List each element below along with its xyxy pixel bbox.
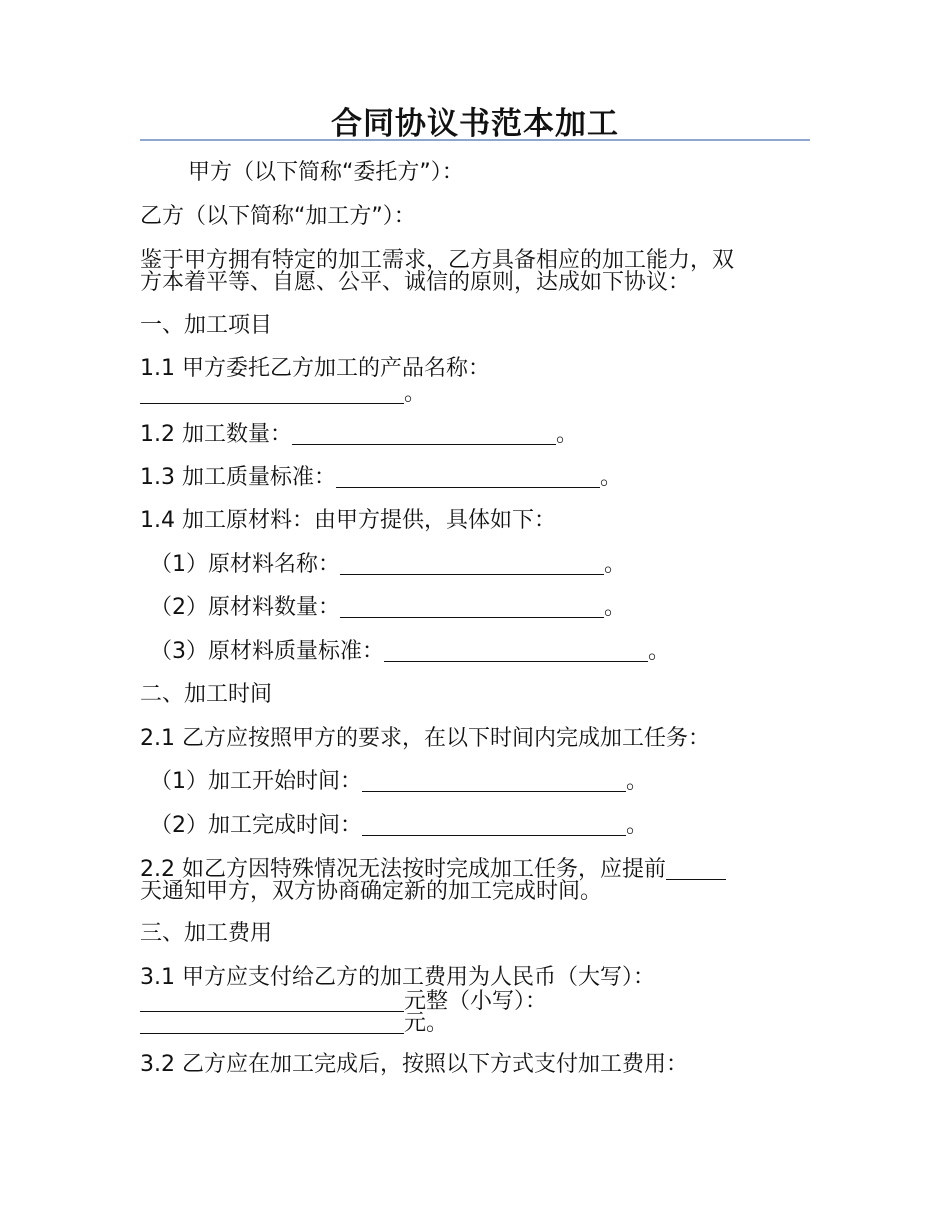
clause-1-1-blank-line: 。 xyxy=(140,381,426,407)
clause-1-4-2: （2）原材料数量： 。 xyxy=(150,595,627,620)
notice-days-blank[interactable] xyxy=(666,857,726,880)
preamble-line-1: 鉴于甲方拥有特定的加工需求，乙方具备相应的加工能力，双 xyxy=(140,248,735,273)
finish-time-blank[interactable] xyxy=(362,813,626,836)
quantity-blank[interactable] xyxy=(292,422,556,445)
clause-1-4-1: （1）原材料名称： 。 xyxy=(150,552,627,577)
clause-2-2-line-1: 2.2 如乙方因特殊情况无法按时完成加工任务，应提前 xyxy=(140,857,726,883)
preamble-line-2: 方本着平等、自愿、公平、诚信的原则，达成如下协议： xyxy=(140,270,691,295)
clause-2-2-line-2: 天通知甲方，双方协商确定新的加工完成时间。 xyxy=(140,879,603,904)
section-1-heading: 一、加工项目 xyxy=(140,313,273,338)
clause-1-4-3: （3）原材料质量标准： 。 xyxy=(150,639,671,664)
material-name-blank[interactable] xyxy=(340,552,604,575)
clause-1-3: 1.3 加工质量标准： 。 xyxy=(140,465,622,490)
section-2-heading: 二、加工时间 xyxy=(140,682,273,707)
clause-3-2: 3.2 乙方应在加工完成后，按照以下方式支付加工费用： xyxy=(140,1052,688,1077)
clause-2-1: 2.1 乙方应按照甲方的要求，在以下时间内完成加工任务： xyxy=(140,726,710,751)
clause-2-1-1: （1）加工开始时间： 。 xyxy=(150,769,649,794)
fee-lowercase-blank[interactable] xyxy=(140,1011,404,1034)
clause-3-1-line-3: 元。 xyxy=(140,1011,448,1037)
document-title: 合同协议书范本加工 xyxy=(331,106,619,142)
clause-1-2: 1.2 加工数量： 。 xyxy=(140,422,578,447)
clause-1-1: 1.1 甲方委托乙方加工的产品名称： xyxy=(140,356,490,381)
title-underline xyxy=(140,139,810,141)
material-quality-blank[interactable] xyxy=(384,639,648,662)
party-b-line: 乙方（以下简称“加工方”）： xyxy=(140,204,416,229)
quality-standard-blank[interactable] xyxy=(336,465,600,488)
clause-3-1-line-2: 元整（小写）： xyxy=(140,989,547,1015)
product-name-blank[interactable] xyxy=(140,381,404,404)
start-time-blank[interactable] xyxy=(362,769,626,792)
party-a-line: 甲方（以下简称“委托方”）： xyxy=(188,160,464,185)
clause-1-4: 1.4 加工原材料：由甲方提供，具体如下： xyxy=(140,508,556,533)
section-3-heading: 三、加工费用 xyxy=(140,921,273,946)
clause-2-1-2: （2）加工完成时间： 。 xyxy=(150,813,649,838)
fee-uppercase-blank[interactable] xyxy=(140,989,404,1012)
clause-3-1-line-1: 3.1 甲方应支付给乙方的加工费用为人民币（大写）： xyxy=(140,965,655,990)
material-quantity-blank[interactable] xyxy=(340,595,604,618)
